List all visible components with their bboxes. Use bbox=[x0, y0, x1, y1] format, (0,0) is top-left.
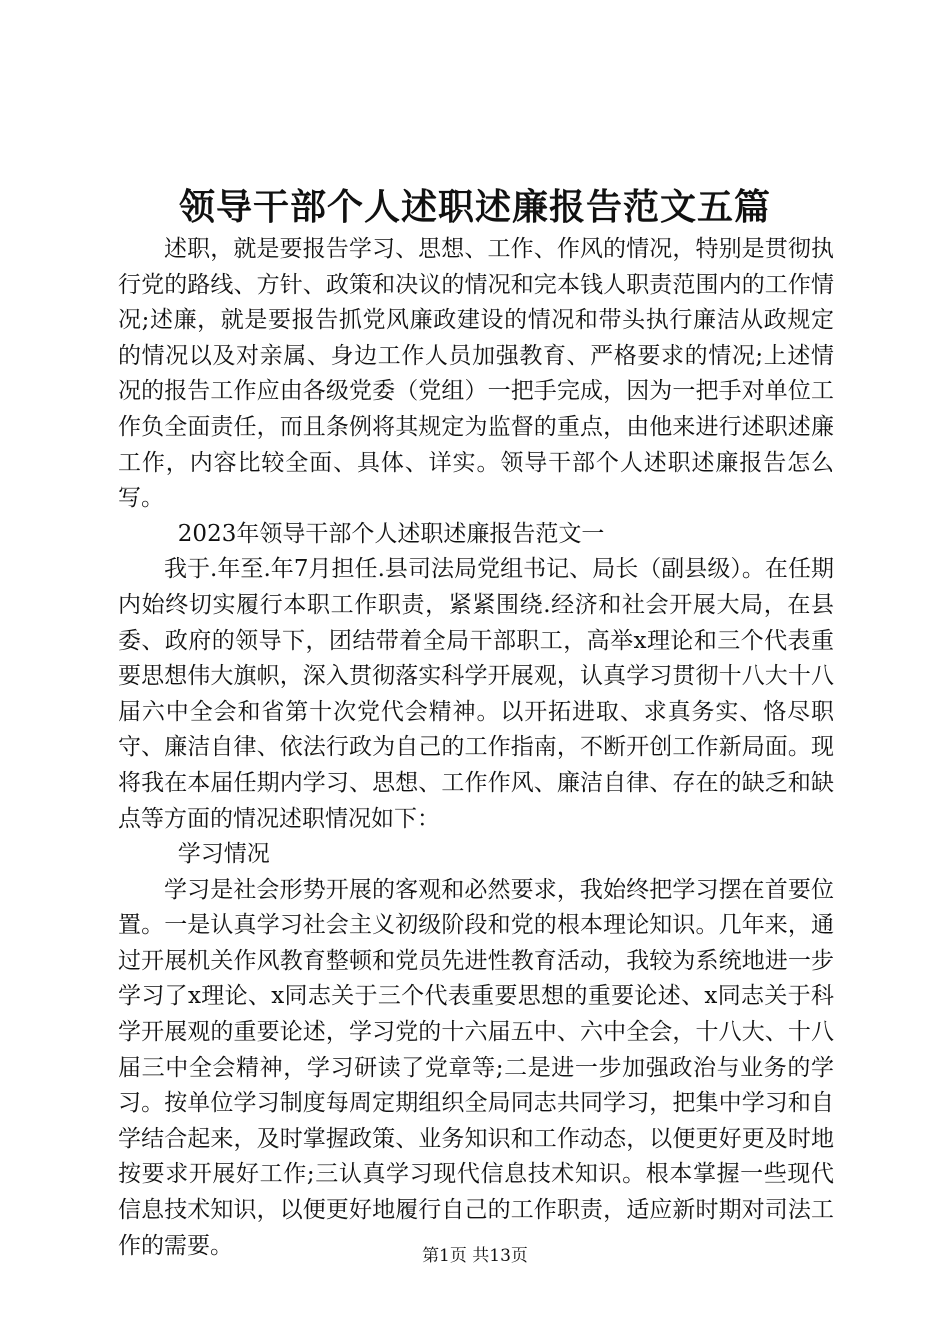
section-heading-study: 学习情况 bbox=[177, 841, 270, 868]
intro-paragraph: 述职，就是要报告学习、思想、工作、作风的情况，特别是贯彻执行党的路线、方针、政策和决议的情况和完本钱人职责范围内的工作情况;述廉，就是要报告抓党风廉政建设的情况和带头执行廉洁从政规定的情况以及对亲属、身边工作人员加强教育、严格要求的情况;上述情况的报告工作应由各级党委（党组）一把手完成，因为一把手对单位工作负全面责任，而且条例将其规定为监督的重点，由他来进行述职述廉工作，内容比较全面、具体、详实。领导干部个人述职述廉报告怎么写。 bbox=[118, 236, 834, 512]
page-number-footer: 第1页 共13页 bbox=[422, 1246, 528, 1266]
sample-paragraph: 我于.年至.年7月担任.县司法局党组书记、局长（副县级）。在任期内始终切实履行本职工作职责，紧紧围绕.经济和社会开展大局，在县委、政府的领导下，团结带着全局干部职工，高举x理论和三个代表重要思想伟大旗帜，深入贯彻落实科学开展观，认真学习贯彻十八大十八届六中全会和省第十次党代会精神。以开拓进取、求真务实、恪尽职守、廉洁自律、依法行政为自己的工作指南，不断开创工作新局面。现将我在本届任期内学习、思想、工作作风、廉洁自律、存在的缺乏和缺点等方面的情况述职情况如下： bbox=[118, 556, 834, 832]
sample-heading: 2023年领导干部个人述职述廉报告范文一 bbox=[177, 520, 605, 547]
study-paragraph: 学习是社会形势开展的客观和必然要求，我始终把学习摆在首要位置。一是认真学习社会主义初级阶段和党的根本理论知识。几年来，通过开展机关作风教育整顿和党员先进性教育活动，我较为系统地进一步学习了x理论、x同志关于三个代表重要思想的重要论述、x同志关于科学开展观的重要论述，学习党的十六届五中、六中全会，十八大、十八届三中全会精神，学习研读了党章等;二是进一步加强政治与业务的学习。按单位学习制度每周定期组织全局同志共同学习，把集中学习和自学结合起来，及时掌握政策、业务知识和工作动态，以便更好更及时地按要求开展好工作;三认真学习现代信息技术知识。根本掌握一些现代信息技术知识，以便更好地履行自己的工作职责，适应新时期对司法工作的需要。 bbox=[118, 876, 834, 1259]
document-body bbox=[118, 232, 834, 1264]
document-title: 领导干部个人述职述廉报告范文五篇 bbox=[178, 186, 771, 228]
